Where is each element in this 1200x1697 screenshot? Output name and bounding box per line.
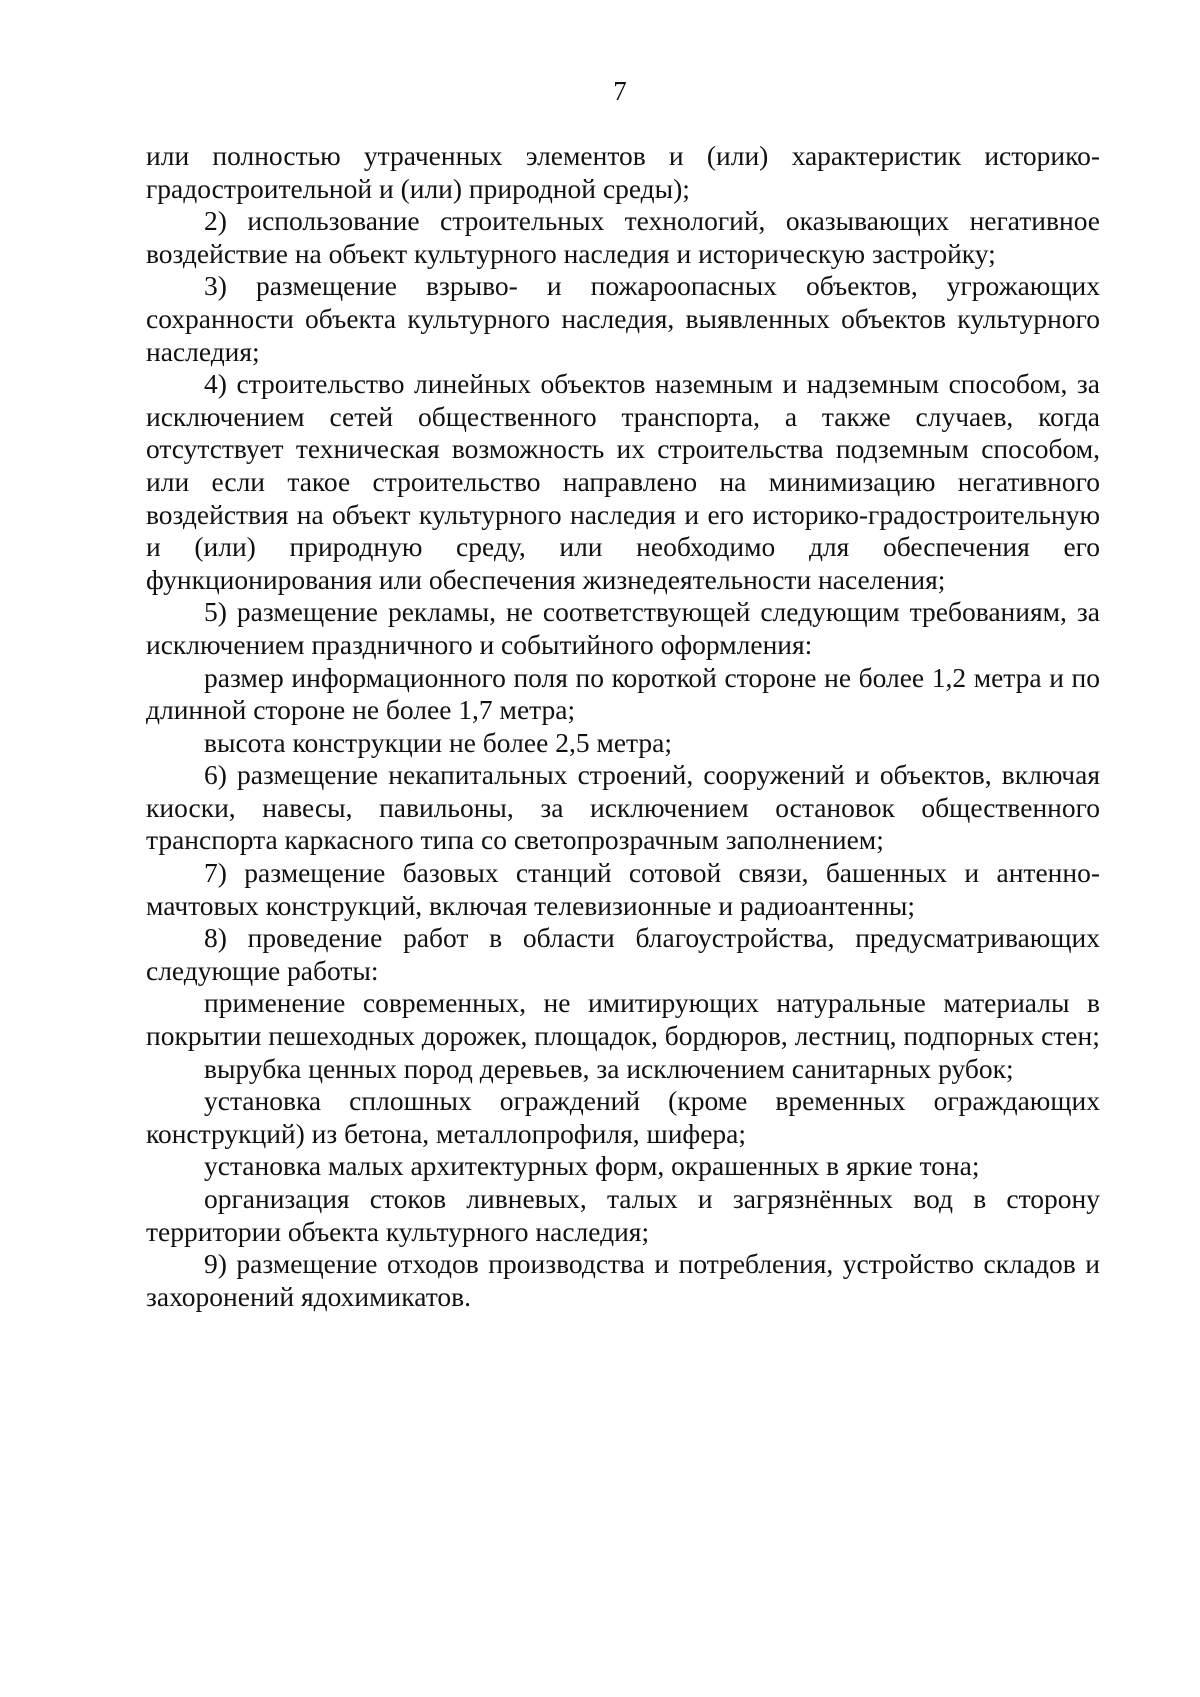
paragraph-item-6: 6) размещение некапитальных строений, сооружений и объектов, включая киоски, навесы, павильоны, за исключением остановок общественного транспорта каркасного типа со светопрозрачным заполнением;: [146, 759, 1100, 856]
paragraph-subitem-materials: применение современных, не имитирующих натуральные материалы в покрытии пешеходных дорожек, площадок, бордюров, лестниц, подпорных стен;: [146, 987, 1100, 1052]
paragraph-item-3: 3) размещение взрыво- и пожароопасных объектов, угрожающих сохранности объекта культурного наследия, выявленных объектов культурного наследия;: [146, 270, 1100, 367]
paragraph-subitem-height: высота конструкции не более 2,5 метра;: [204, 726, 672, 758]
paragraph-continuation: или полностью утраченных элементов и (или) характеристик историко-градостроительной и (или) природной среды);: [146, 140, 1100, 204]
paragraph-item-8: 8) проведение работ в области благоустройства, предусматривающих следующие работы:: [146, 922, 1100, 986]
paragraph-item-4: 4) строительство линейных объектов наземным и надземным способом, за исключением сетей общественного транспорта, а также случаев, когда отсутствует техническая возможность их строительства подземным способом, или если такое строительство направлено на минимизацию негативного воздействия на объект культурного наследия и его историко-градостроительную и (или) природную среду, или необходимо для обеспечения его функционирования или обеспечения жизнедеятельности населения;: [146, 368, 1100, 595]
paragraph-item-2: 2) использование строительных технологий, оказывающих негативное воздействие на объект культурного наследия и историческую застройку;: [146, 205, 1100, 269]
paragraph-subitem-small-forms: установка малых архитектурных форм, окрашенных в яркие тона;: [204, 1150, 980, 1182]
paragraph-subitem-field-size: размер информационного поля по короткой стороне не более 1,2 метра и по длинной стороне не более 1,7 метра;: [146, 661, 1100, 726]
document-body: [146, 140, 1100, 1313]
paragraph-item-7: 7) размещение базовых станций сотовой связи, башенных и антенно-мачтовых конструкций, включая телевизионные и радиоантенны;: [146, 857, 1100, 921]
paragraph-item-9: 9) размещение отходов производства и потребления, устройство складов и захоронений ядохимикатов.: [146, 1248, 1100, 1312]
paragraph-subitem-trees: вырубка ценных пород деревьев, за исключением санитарных рубок;: [204, 1052, 1014, 1084]
paragraph-subitem-fences: установка сплошных ограждений (кроме временных ограждающих конструкций) из бетона, металлопрофиля, шифера;: [146, 1085, 1100, 1149]
page-number: 7: [613, 76, 627, 106]
paragraph-item-5: 5) размещение рекламы, не соответствующей следующим требованиям, за исключением праздничного и событийного оформления:: [146, 596, 1100, 660]
paragraph-subitem-drainage: организация стоков ливневых, талых и загрязнённых вод в сторону территории объекта культурного наследия;: [146, 1183, 1100, 1247]
